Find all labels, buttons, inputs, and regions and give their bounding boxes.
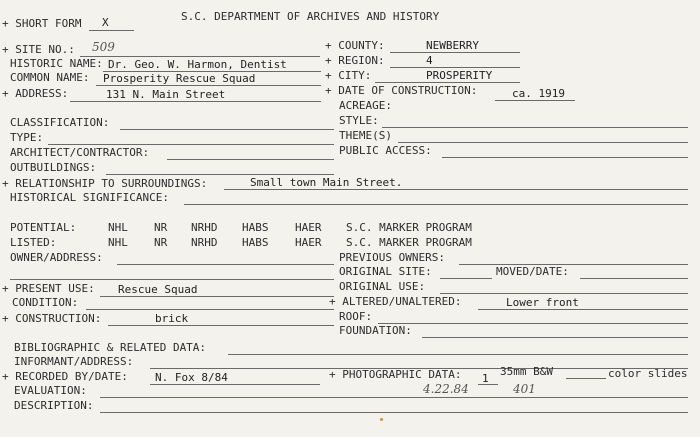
date-of-construction-label: + DATE OF CONSTRUCTION: [325, 84, 478, 97]
foundation-line [422, 337, 688, 338]
relationship-line [224, 189, 688, 190]
evaluation-line [100, 397, 688, 398]
original-site-line [440, 278, 492, 279]
potential-marker: S.C. MARKER PROGRAM [346, 221, 472, 234]
potential-nr: NR [154, 221, 168, 234]
outbuildings-label: OUTBUILDINGS: [10, 161, 97, 174]
city-label: + CITY: [325, 69, 372, 82]
city-value: PROSPERITY [426, 69, 493, 82]
potential-haer: HAER [295, 221, 322, 234]
foundation-label: FOUNDATION: [339, 324, 412, 337]
original-use-label: ORIGINAL USE: [339, 280, 426, 293]
photographic-handwritten-date: 4.22.84 [423, 382, 469, 396]
city-line [375, 82, 520, 83]
description-line [100, 412, 688, 413]
altered-line [478, 309, 688, 310]
owner-address-label: OWNER/ADDRESS: [10, 251, 103, 264]
public-access-label: PUBLIC ACCESS: [339, 144, 432, 157]
original-use-line [440, 293, 688, 294]
photographic-count-line [478, 384, 498, 385]
bibliographic-line [228, 354, 688, 355]
altered-value: Lower front [506, 296, 579, 309]
historic-name-value: Dr. Geo. W. Harmon, Dentist [108, 58, 287, 71]
architect-label: ARCHITECT/CONTRACTOR: [10, 146, 150, 159]
listed-nhl: NHL [108, 236, 128, 249]
condition-line [86, 309, 334, 310]
evaluation-label: EVALUATION: [14, 384, 87, 397]
address-value: 131 N. Main Street [106, 88, 226, 101]
significance-label: HISTORICAL SIGNIFICANCE: [10, 191, 169, 204]
present-use-label: + PRESENT USE: [2, 282, 95, 295]
themes-line [398, 142, 688, 143]
photographic-bw-label: 35mm B&W [500, 365, 553, 378]
type-line [48, 144, 334, 145]
previous-owners-line [459, 264, 688, 265]
previous-owners-label: PREVIOUS OWNERS: [339, 251, 445, 264]
style-label: STYLE: [339, 114, 379, 127]
owner-address-line-2 [10, 279, 334, 280]
listed-habs: HABS [242, 236, 269, 249]
recorded-by-label: + RECORDED BY/DATE: [2, 370, 128, 383]
short-form-underline [89, 30, 134, 31]
county-line [390, 52, 520, 53]
region-line [390, 67, 520, 68]
address-line [70, 101, 321, 102]
significance-line [184, 204, 688, 205]
original-site-label: ORIGINAL SITE: [339, 265, 432, 278]
condition-label: CONDITION: [12, 296, 79, 309]
recorded-by-value: N. Fox 8/84 [155, 371, 228, 384]
listed-marker: S.C. MARKER PROGRAM [346, 236, 472, 249]
listed-nr: NR [154, 236, 168, 249]
present-use-line [100, 296, 334, 297]
date-of-construction-line [495, 100, 575, 101]
construction-line [108, 325, 334, 326]
potential-label: POTENTIAL: [10, 221, 77, 234]
potential-habs: HABS [242, 221, 269, 234]
acreage-label: ACREAGE: [339, 99, 392, 112]
architect-line [167, 159, 334, 160]
type-label: TYPE: [10, 131, 44, 144]
relationship-label: + RELATIONSHIP TO SURROUNDINGS: [2, 177, 208, 190]
moved-date-line [580, 278, 688, 279]
region-label: + REGION: [325, 54, 385, 67]
informant-label: INFORMANT/ADDRESS: [14, 355, 134, 368]
common-name-value: Prosperity Rescue Squad [103, 72, 256, 85]
public-access-line [442, 157, 688, 158]
photographic-bw-line [566, 378, 606, 379]
historic-name-label: HISTORIC NAME: [10, 57, 103, 70]
county-value: NEWBERRY [426, 39, 479, 52]
relationship-value: Small town Main Street. [250, 176, 403, 189]
altered-label: + ALTERED/UNALTERED: [329, 295, 462, 308]
short-form-mark: X [102, 16, 109, 29]
construction-value: brick [155, 312, 189, 325]
bibliographic-label: BIBLIOGRAPHIC & RELATED DATA: [14, 341, 207, 354]
photographic-label: + PHOTOGRAPHIC DATA: [329, 368, 462, 381]
themes-label: THEME(S) [339, 129, 392, 142]
present-use-value: Rescue Squad [118, 283, 198, 296]
region-value: 4 [426, 54, 433, 67]
outbuildings-line [106, 174, 334, 175]
site-no-line [80, 56, 320, 57]
potential-nrhd: NRHD [191, 221, 218, 234]
style-line [382, 127, 688, 128]
classification-label: CLASSIFICATION: [10, 116, 110, 129]
address-label: + ADDRESS: [2, 87, 69, 100]
construction-label: + CONSTRUCTION: [2, 312, 102, 325]
owner-address-line-1 [117, 264, 334, 265]
roof-label: ROOF: [339, 310, 373, 323]
date-of-construction-value: ca. 1919 [512, 87, 565, 100]
stray-ink-mark [380, 418, 383, 421]
agency-title: S.C. DEPARTMENT OF ARCHIVES AND HISTORY [181, 10, 440, 23]
site-no-value: 509 [92, 40, 115, 54]
county-label: + COUNTY: [325, 39, 385, 52]
short-form-label: + SHORT FORM [2, 17, 82, 30]
moved-date-label: MOVED/DATE: [496, 265, 569, 278]
roof-line [378, 323, 688, 324]
photographic-color-label: color slides [608, 367, 688, 380]
photographic-handwritten-roll: 401 [513, 382, 536, 396]
listed-nrhd: NRHD [191, 236, 218, 249]
classification-line [120, 129, 334, 130]
photographic-count: 1 [482, 372, 489, 385]
description-label: DESCRIPTION: [14, 399, 94, 412]
potential-nhl: NHL [108, 221, 128, 234]
listed-haer: HAER [295, 236, 322, 249]
listed-label: LISTED: [10, 236, 57, 249]
common-name-line [96, 85, 321, 86]
site-no-label: + SITE NO.: [2, 43, 75, 56]
common-name-label: COMMON NAME: [10, 71, 90, 84]
recorded-by-line [150, 384, 320, 385]
